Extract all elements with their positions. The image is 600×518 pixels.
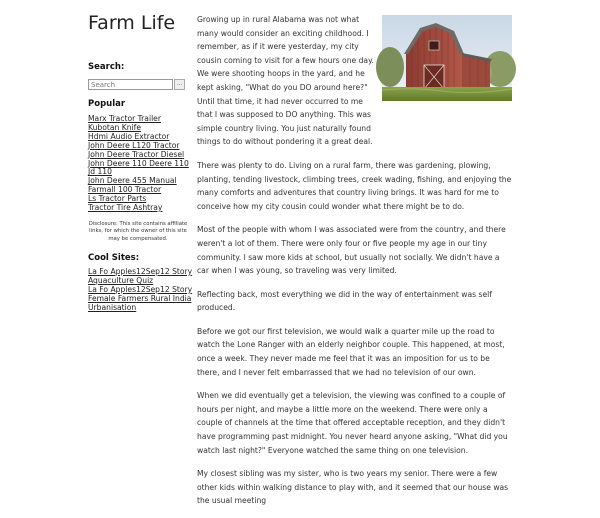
cool-site-link[interactable]: La Fo Apples12Sep12 Story [88, 267, 193, 276]
popular-link[interactable]: John Deere 455 Manual [88, 176, 177, 186]
article-paragraph: Before we got our first television, we would walk a quarter mile up the road to watch the Lone Ranger with an elderly neighbor couple. This happened, at most, once a week. They never made me feel that it was an imposition for us to be there, and I never felt embarrassed that we had no television of our own. [197, 326, 505, 377]
popular-link[interactable]: John Deere Tractor Diesel [88, 149, 185, 159]
article-paragraph: Growing up in rural Alabama was not what many would consider an exciting childhood. I remember, as if it were yesterday, my city cousin coming to visit for a few hours one day. We were shooting hoops in the yard, and he kept asking, "What do you DO around here?" Until that time, it had never occurred to me that I was supposed to DO anything. This was simple country living. You just naturally found things to do without pondering it a great deal. [197, 15, 374, 147]
search-input[interactable] [88, 79, 173, 90]
popular-link[interactable]: Hdmi Audio Extractor [88, 131, 170, 141]
list-item [88, 304, 193, 313]
popular-heading: Popular [88, 99, 126, 109]
popular-link[interactable]: John Deere 110 Deere 110 [88, 158, 189, 168]
popular-list [88, 115, 193, 213]
affiliate-disclosure: Disclosure: This site contains affiliate links, for which the owner of this site may be compensated. [88, 221, 188, 242]
article-paragraph: My closest sibling was my sister, who is two years my senior. There were a few other kids within walking distance to play with, and it seemed that our house was the usual meeting [197, 469, 509, 506]
popular-link[interactable]: Ls Tractor Parts [88, 194, 147, 204]
cool-sites-list [88, 268, 193, 313]
popular-link[interactable]: Kubotan Knife [88, 122, 141, 132]
cool-sites-heading: Cool Sites: [88, 253, 140, 263]
popular-link[interactable]: Marx Tractor Trailer [88, 114, 161, 123]
article-paragraph: Reflecting back, most everything we did in the way of entertainment was self produced. [197, 289, 492, 313]
search-form [88, 79, 188, 90]
article-content [197, 13, 512, 518]
search-heading: Search: [88, 62, 125, 72]
search-button[interactable]: ... [174, 79, 185, 90]
popular-link[interactable]: Tractor Tire Ashtray [88, 203, 163, 213]
list-item [88, 204, 193, 213]
article-paragraph: Most of the people with whom I was associated were from the country, and there weren't a lot of them. There were only four or five people my age in our tiny community. I saw more kids at school, but usually not socially. We didn't have a car when I was young, so traveling was very limited. [197, 225, 506, 276]
site-title[interactable]: Farm Life [88, 12, 176, 34]
cool-site-link[interactable]: Female Farmers Rural India [88, 293, 192, 303]
popular-link[interactable]: Farmall 100 Tractor [88, 185, 162, 195]
article-paragraph: When we did eventually get a television, the viewing was confined to a couple of hours per night, and maybe a little more on the weekend. There were only a couple of channels at the time that offered acceptable reception, and they didn't have programming past midnight. You never heard anyone asking, "What did you watch last night?" Everyone watched the same thing on one television. [197, 391, 508, 455]
popular-link[interactable]: John Deere L120 Tractor [88, 140, 180, 150]
cool-site-link[interactable]: Urbanisation [88, 302, 137, 312]
popular-link[interactable]: Jd 110 [88, 167, 112, 177]
article-paragraph: There was plenty to do. Living on a rural farm, there was gardening, plowing, planting, tending livestock, climbing trees, creek wading, fishing, and enjoying the many comforts and adventures that country living brings. It was hard for me to conceive how my city cousin could wonder what there might be to do. [197, 160, 512, 211]
cool-site-link[interactable]: Aquaculture Quiz [88, 275, 154, 285]
cool-site-link[interactable]: La Fo Apples12Sep12 Story [88, 284, 193, 294]
